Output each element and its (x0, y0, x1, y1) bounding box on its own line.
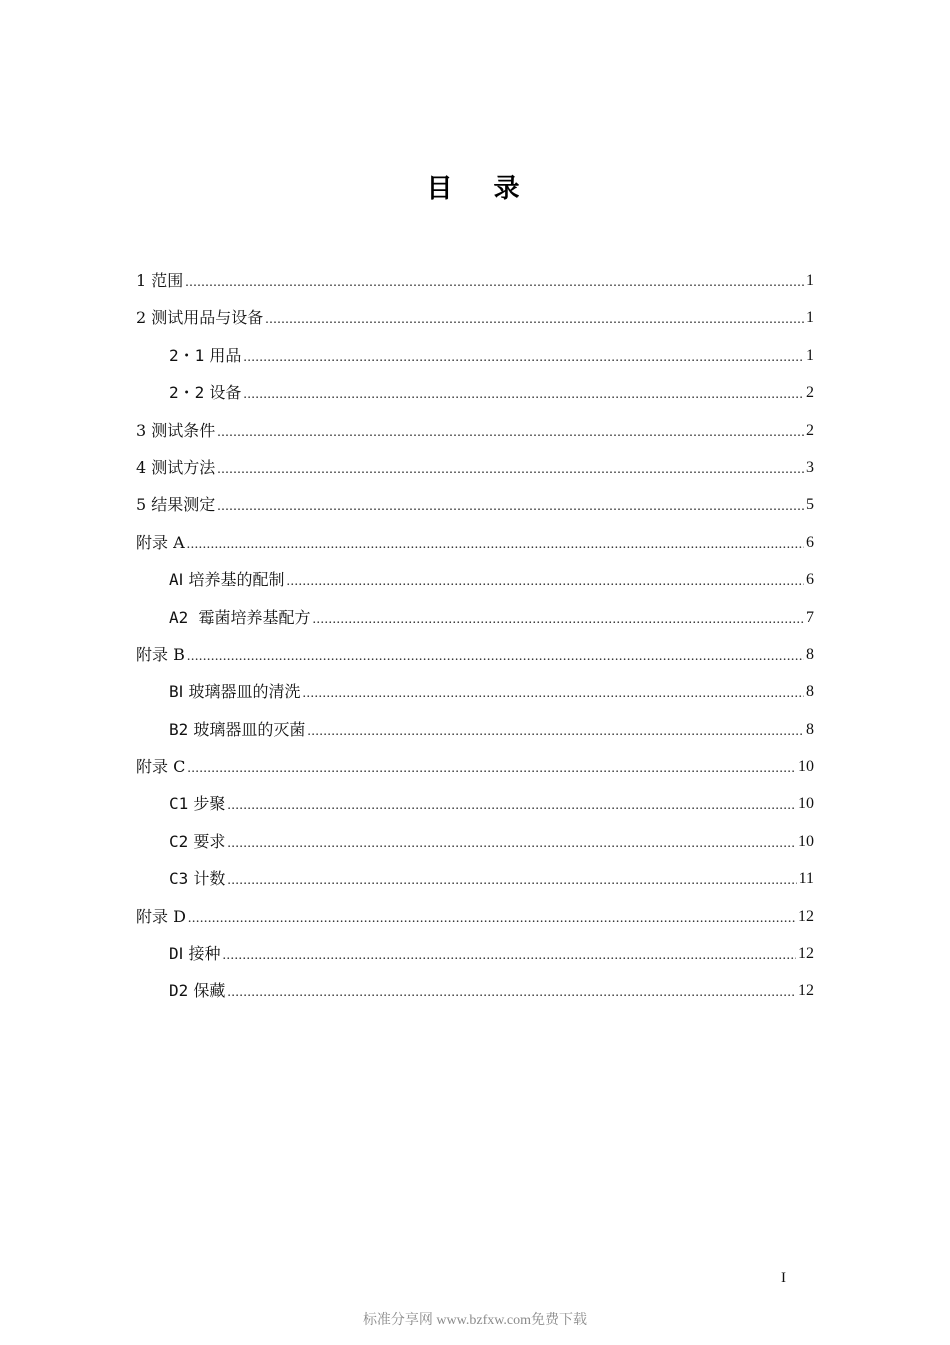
toc-page-number: 8 (806, 645, 814, 663)
toc-entry[interactable] (136, 412, 814, 449)
watermark-text: 标准分享网 www.bzfxw.com免费下载 (362, 1313, 588, 1328)
toc-entry-text: 附录 A (136, 532, 185, 552)
toc-entry[interactable] (136, 673, 814, 710)
toc-entry[interactable] (136, 860, 814, 897)
toc-entry-text: 用品 (204, 345, 242, 365)
toc-entry[interactable] (136, 748, 814, 785)
toc-entry[interactable] (136, 486, 814, 523)
toc-page-number: 10 (798, 795, 814, 813)
dot-leader (185, 264, 804, 301)
toc-entry[interactable] (136, 524, 814, 561)
toc-entry-number: A2 (169, 607, 189, 627)
dot-leader (302, 675, 804, 712)
toc-page-number: 8 (806, 683, 814, 701)
toc-entry[interactable] (136, 299, 814, 336)
dot-leader (217, 451, 804, 488)
dot-leader (265, 301, 804, 338)
dot-leader (187, 526, 804, 563)
dot-leader (227, 862, 796, 899)
toc-entry-text: 5 结果测定 (136, 495, 216, 515)
dot-leader (187, 750, 796, 787)
dot-leader (217, 414, 804, 451)
toc-entry-label (169, 935, 222, 972)
toc-entry-label (169, 785, 227, 822)
toc-entry-text: 附录 C (136, 757, 186, 777)
toc-entry-text: 接种 (183, 944, 221, 964)
toc-page-number: 7 (806, 608, 814, 626)
toc-entry-number: C1 (169, 794, 189, 814)
toc-entry-label (169, 860, 227, 897)
toc-entry[interactable] (136, 711, 814, 748)
toc-entry-text: 要求 (188, 831, 226, 851)
toc-page-number: 8 (806, 720, 814, 738)
toc-page-number: 2 (806, 421, 814, 439)
toc-entry-text: 计数 (188, 869, 226, 889)
toc-entry[interactable] (136, 337, 814, 374)
toc-entry[interactable] (136, 561, 814, 598)
toc-entry-label (136, 299, 265, 336)
dot-leader (222, 937, 796, 974)
toc-entry[interactable] (136, 823, 814, 860)
toc-entry-number: D2 (169, 981, 189, 1001)
page-title: 目 录 (426, 174, 536, 204)
toc-entry-label (169, 337, 243, 374)
toc-entry-number: C2 (169, 831, 189, 851)
toc-entry-text: 1 范围 (136, 271, 184, 290)
dot-leader (312, 601, 804, 638)
toc-entry-text: 2 测试用品与设备 (136, 308, 264, 328)
toc-entry[interactable] (136, 935, 814, 972)
dot-leader (187, 638, 804, 675)
toc-entry-label (136, 898, 188, 935)
toc-entry[interactable] (136, 898, 814, 935)
toc-entry-text: 设备 (204, 383, 242, 403)
dot-leader (227, 825, 796, 862)
toc-entry-text: 霉菌培养基配方 (188, 607, 311, 627)
toc-page-number: 10 (798, 832, 814, 850)
toc-entry-text: 步聚 (188, 794, 226, 814)
toc-entry-label (136, 636, 187, 673)
toc-entry-text: 附录 D (136, 906, 186, 926)
dot-leader (307, 713, 804, 750)
dot-leader (217, 488, 804, 525)
toc-entry-number: 2・1 (169, 345, 205, 365)
toc-entry-number: C3 (169, 869, 189, 889)
toc-page-number: 12 (798, 907, 814, 925)
toc-entry-text: 4 测试方法 (136, 457, 216, 477)
toc-entry-text: 玻璃器皿的清洗 (183, 682, 301, 702)
toc-page-number: 12 (798, 945, 814, 963)
dot-leader (243, 339, 804, 376)
dot-leader (286, 563, 804, 600)
dot-leader (243, 376, 804, 413)
toc-entry-text: 玻璃器皿的灭菌 (188, 719, 306, 739)
toc-entry[interactable] (136, 449, 814, 486)
toc-entry[interactable] (136, 262, 814, 299)
toc-page-number: 6 (806, 533, 814, 551)
toc-page-number: 6 (806, 571, 814, 589)
toc-entry-label (169, 561, 286, 598)
toc-entry[interactable] (136, 599, 814, 636)
toc-entry[interactable] (136, 972, 814, 1009)
toc-entry-label (136, 486, 217, 523)
toc-entry-label (169, 972, 227, 1009)
toc-page-number: 10 (798, 758, 814, 776)
toc-entry[interactable] (136, 785, 814, 822)
toc-entry-number: B2 (169, 719, 189, 739)
dot-leader (227, 974, 796, 1011)
toc-entry-number: 2・2 (169, 383, 205, 403)
dot-leader (227, 787, 796, 824)
toc-entry-number: DⅠ (169, 944, 184, 964)
toc-page-number: 1 (806, 309, 814, 327)
toc-page-number: 11 (798, 870, 814, 888)
toc-entry-text: 培养基的配制 (183, 570, 285, 590)
toc-entry[interactable] (136, 374, 814, 411)
toc-entry-label (136, 524, 187, 561)
toc-entry-label (169, 711, 307, 748)
toc-entry-number: AⅠ (169, 570, 184, 590)
toc-entry-text: 3 测试条件 (136, 420, 216, 440)
toc-entry-label (169, 374, 243, 411)
toc-page-number: 2 (806, 384, 814, 402)
toc-entry-text: 保藏 (188, 981, 226, 1001)
table-of-contents (136, 262, 814, 1010)
toc-page-number: 1 (806, 272, 814, 289)
dot-leader (188, 900, 796, 937)
toc-entry-label (169, 823, 227, 860)
toc-entry[interactable] (136, 636, 814, 673)
toc-entry-label (136, 449, 217, 486)
toc-page-number: 5 (806, 496, 814, 514)
toc-entry-label (136, 748, 187, 785)
toc-entry-number: BⅠ (169, 682, 184, 702)
toc-entry-text: 附录 B (136, 644, 185, 664)
toc-entry-label (136, 262, 185, 299)
toc-entry-label (169, 599, 312, 636)
toc-entry-label (169, 673, 302, 710)
toc-entry-label (136, 412, 217, 449)
toc-page-number: 12 (798, 982, 814, 1000)
page-number-footer: I (781, 1270, 786, 1286)
toc-page-number: 3 (806, 458, 814, 476)
toc-page-number: 1 (806, 346, 814, 364)
